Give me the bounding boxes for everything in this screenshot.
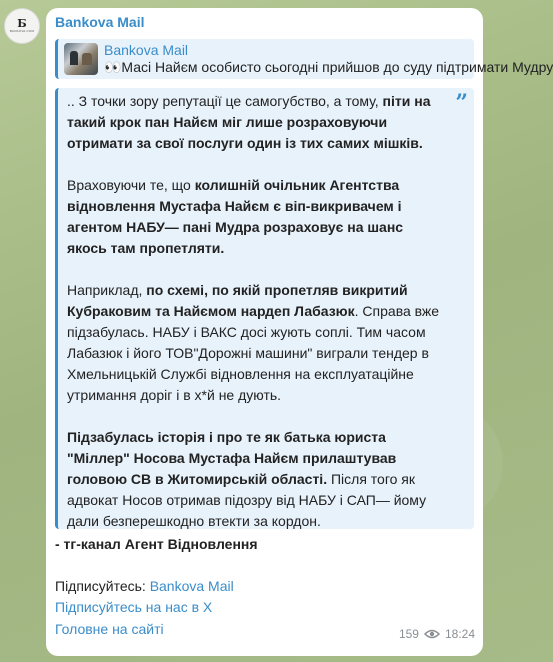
reply-thumbnail bbox=[64, 43, 98, 75]
quote-bold-run: піти на такий крок пан Найєм міг лише розраховуючи отримати за свої послуги один із тих самих мішків. bbox=[67, 93, 431, 151]
message-meta bbox=[399, 627, 475, 641]
view-count: 159 bbox=[398, 627, 419, 641]
avatar-logo-glyph: Б bbox=[17, 17, 27, 30]
message-time: 18:24 bbox=[444, 627, 475, 641]
subscribe-x-link[interactable]: Підписуйтесь на нас в Х bbox=[55, 599, 213, 615]
source-text: - тг-канал Агент Відновлення bbox=[55, 536, 258, 552]
quote-body bbox=[67, 91, 446, 532]
quote-bold-run: по схемі, по якій пропетляв викритий Кубраковим та Найємом нардеп Лабазюк bbox=[67, 282, 408, 319]
quote-text-run: Після того як адвокат Носов отримав підозру від НАБУ і САП— йому дали безперешкодно втекти за кордон. bbox=[67, 471, 427, 529]
quote-paragraph bbox=[67, 427, 446, 532]
quote-text-run: Враховуючи те, що bbox=[67, 177, 195, 193]
reply-title: Bankova Mail bbox=[104, 42, 189, 58]
message-bubble bbox=[46, 8, 553, 656]
channel-avatar[interactable] bbox=[4, 8, 40, 44]
quote-bold-run: Підзабулась історія і про те як батька юриста "Міллер" Носова Мустафа Найєм прилаштував головою СВ в Житомирській області. bbox=[67, 429, 397, 487]
subscribe-line bbox=[55, 578, 234, 594]
quote-paragraph bbox=[67, 91, 446, 154]
quote-text-run: .. З точки зору репутації це самогубство, а тому, bbox=[67, 93, 383, 109]
quote-icon: ” bbox=[455, 90, 468, 116]
subscribe-prefix: Підписуйтесь: bbox=[55, 578, 150, 594]
quote-bold-run: колишній очільник Агентства відновлення Мустафа Найєм є віп-викривачем і агентом НАБУ— пані Мудра розраховує на шанс якось там пропетляти. bbox=[67, 177, 404, 256]
quote-paragraph bbox=[67, 280, 446, 406]
quote-text-run: Наприклад, bbox=[67, 282, 147, 298]
quote-text-run: . Справа вже підзабулась. НАБУ і ВАКС досі жують соплі. Тим часом Лабазюк і його ТОВ"Дорожні машини" виграли тендер в Хмельницькій Службі відновлення на експлуатаційне утримання доріг і в х*й не дують. bbox=[67, 303, 440, 403]
main-site-link[interactable]: Головне на сайті bbox=[55, 621, 164, 637]
blockquote bbox=[55, 88, 474, 529]
quote-paragraph bbox=[67, 175, 446, 259]
subscribe-link[interactable]: Bankova Mail bbox=[149, 578, 234, 594]
channel-name[interactable]: Bankova Mail bbox=[55, 14, 145, 30]
eye-icon bbox=[424, 629, 440, 639]
reply-text: 👀Масі Найєм особисто сьогодні прийшов до суду підтримати Мудру bbox=[104, 59, 553, 75]
avatar-logo-text: BANKOVA.COM bbox=[9, 29, 35, 33]
reply-preview[interactable] bbox=[55, 39, 553, 79]
